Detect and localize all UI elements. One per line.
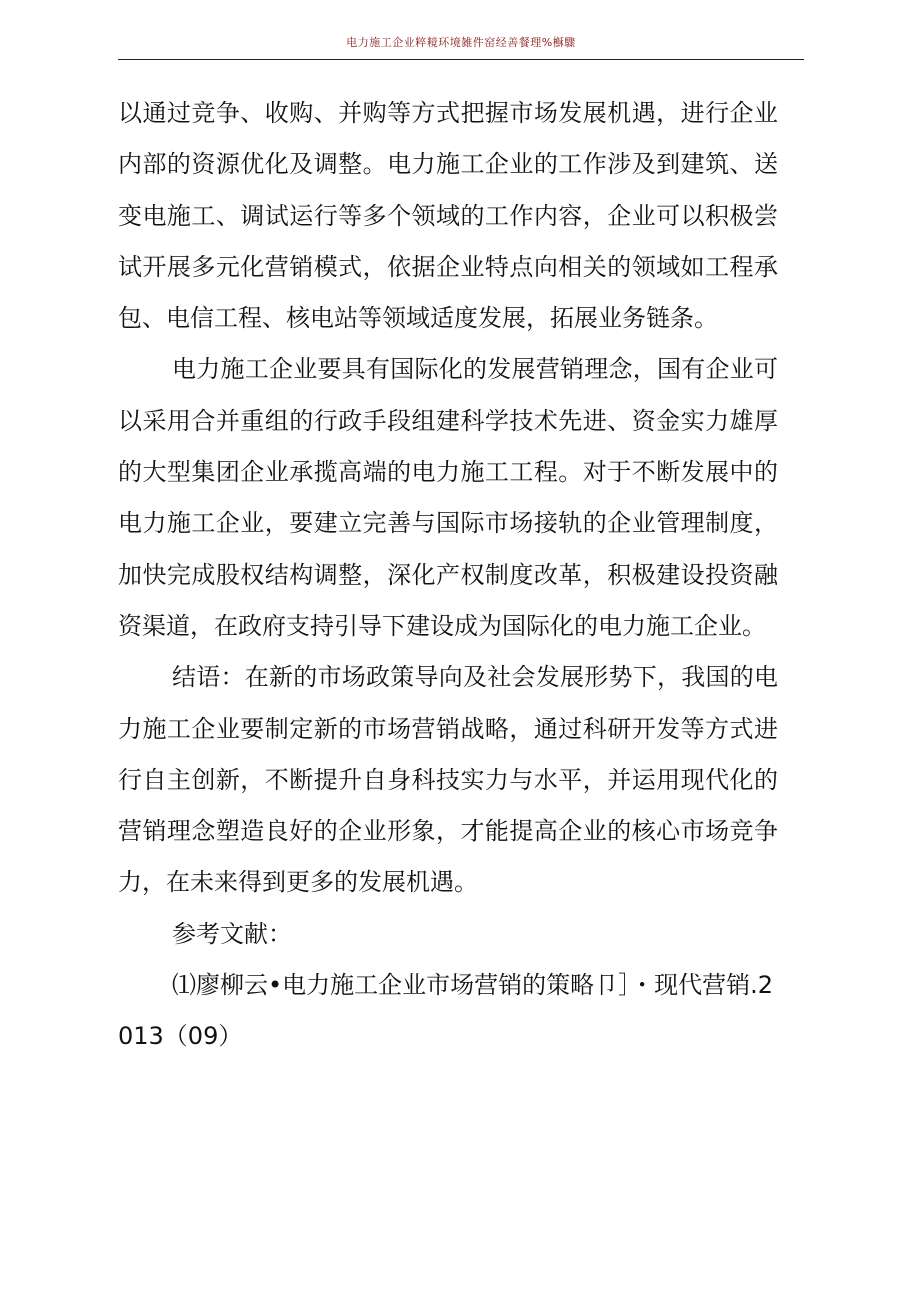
reference-item: ⑴廖柳云•电力施工企业市场营销的策略卩］・现代营销.2013（09） [118,971,774,1051]
document-body [118,88,778,1063]
paragraph-conclusion: 结语：在新的市场政策导向及社会发展形势下，我国的电力施工企业要制定新的市场营销战略，通过科研开发等方式进行自主创新，不断提升自身科技实力与水平，并运用现代化的营销理念塑造良好的企业形象，才能提高企业的核心市场竞争力，在未来得到更多的发展机遇。 [118,663,778,897]
references-heading: 参考文献： [172,919,292,948]
paragraph-international-strategy: 电力施工企业要具有国际化的发展营销理念，国有企业可以采用合并重组的行政手段组建科学技术先进、资金实力雄厚的大型集团企业承揽高端的电力施工工程。对于不断发展中的电力施工企业，要建立完善与国际市场接轨的企业管理制度，加快完成股权结构调整，深化产权制度改革，积极建设投资融资渠道，在政府支持引导下建设成为国际化的电力施工企业。 [118,355,778,640]
running-header: 电力施工企业粹糡环境雑件窑经善餐理%櫯驟 [346,36,576,49]
header-rule [118,59,804,60]
paragraph-continued: 以通过竞争、收购、并购等方式把握市场发展机遇，进行企业内部的资源优化及调整。电力施工企业的工作涉及到建筑、送变电施工、调试运行等多个领域的工作内容，企业可以积极尝试开展多元化营销模式，依据企业特点向相关的领域如工程承包、电信工程、核电站等领域适度发展，拓展业务链条。 [118,99,778,333]
